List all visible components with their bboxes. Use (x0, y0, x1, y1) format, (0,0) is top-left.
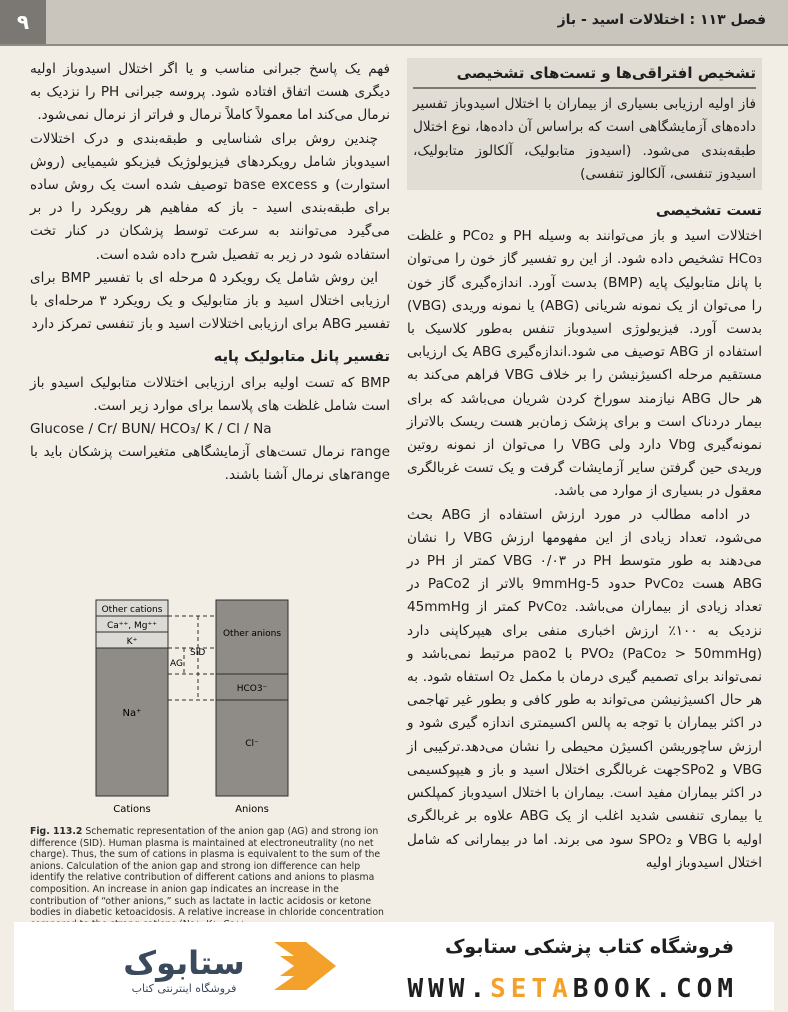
chapter-title: فصل ۱۱۳ : اختلالات اسید - باز (557, 12, 766, 28)
url-prefix: WWW. (407, 974, 491, 1004)
diagnostic-test-heading: تست تشخیصی (655, 203, 762, 220)
ca-mg-label: Ca⁺⁺, Mg⁺⁺ (106, 621, 158, 631)
bmp-heading: تفسیر پانل متابولیک پایه (213, 349, 390, 366)
sid-label: SID (190, 648, 206, 658)
right-column (407, 58, 762, 875)
normal-range-paragraph: range نرمال تست‌های آزمایشگاهی متغیراست پزشکان باید با rangeهای نرمال آشنا باشند. (30, 444, 390, 484)
store-banner[interactable] (14, 922, 774, 1010)
anions-axis-label: Anions (235, 804, 269, 815)
cl-label: Cl⁻ (245, 739, 259, 749)
approaches-paragraph: چندین روش برای شناسایی و طبقه‌بندی و درک اختلالات اسیدوباز شامل رویکردهای فیزیولوژیک فیزیکو شیمیایی (روش استوارت) و base excess توصیف شده است یک روش ساده برای طبقه‌بندی اسید - باز که مفاهیم هر رویکرد را در بر می‌گیرد می‌توانند به سرعت توسط پزشکان در کنار تخت استفاده شود در زیر به تفصیل شرح داده شده است. (30, 130, 390, 263)
figure-caption-text: Schematic representation of the anion gap (AG) and strong ion difference (SID). Human plasma is maintained at electroneutrality (no net charge). Thus, the sum of cations in plasma is equivalent to the sum of the anions. Calculation of the anion gap and strong ion difference can help identify the relative contribution of different cations and anions to plasma composition. An increase in anion gap indicates an increase in the contribution of “other anions,” such as lactate in lactic acidosis or ketone bodies in diabetic ketoacidosis. A relative increase in chloride concentration (30, 826, 384, 919)
url-brand-seta: SETA (490, 974, 573, 1004)
figure-caption-label: Fig. 113.2 (30, 826, 83, 837)
left-column (30, 58, 390, 488)
na-label: Na⁺ (122, 708, 142, 719)
diagnostic-paragraph-1: اختلالات اسید و باز می‌توانند به وسیله PH و PCo₂ و غلظت HCo₃ تشخیص داده شود. از این رو تفسیر گاز خون را می‌توان با پانل متابولیک پایه (BMP) بدست آورد. اندازه‌گیری گاز خون را می‌توان از یک نمونه شریانی (ABG) یا نمونه وریدی (VBG) بدست آورد. فیزیولوژی اسیدوباز تنفس به‌طور کلاسیک با استفاده از ABG توصیف می شود.اندازه‌گیری ABG یک ارزیابی مستقیم مرحله اکسیژنیشن را بر خلاف VBG فراهم می‌کند به هر حال ABG نیازمند سوراخ کردن شریان می‌باشد که برای بیمار دردناک است و برای پزشک زمان‌بر هست ریسک بالاتراز نمونه‌گیری Vbg دارد ولی VBG را می‌توان از نمونه روتین وریدی حین گرفتن سایر آزمایشات گرفت و یک تست غربالگری معقول در بسیاری از موارد می باشد. (407, 228, 763, 500)
section-title: تشخیص افتراقی‌ها و تست‌های تشخیصی (413, 62, 756, 89)
setabook-logo (44, 936, 344, 998)
other-cations-label: Other cations (101, 605, 163, 615)
ag-label: AG (170, 659, 183, 669)
method-paragraph: این روش شامل یک رویکرد ۵ مرحله ای با تفسیر BMP برای ارزیابی اختلال اسید و باز متابولیک و یک رویکرد ۳ مرحله‌ای با تفسیر ABG برای ارزیابی اختلالات اسید و باز تنفسی تمرکز دارد (30, 269, 390, 333)
url-brand-book: BOOK (572, 974, 656, 1004)
store-name: فروشگاه کتاب پزشکی ستابوک (444, 936, 734, 958)
figure-caption (30, 826, 390, 930)
bmp-formula: Glucose / Cr/ BUN/ HCO₃/ K / Cl / Na (30, 421, 272, 438)
anion-gap-figure (86, 598, 316, 818)
page-number: ۹ (0, 0, 46, 44)
logo-subtext: فروشگاه اینترنتی کتاب (131, 982, 237, 995)
compensation-paragraph: فهم یک پاسخ جبرانی مناسب و یا اگر اختلال اسیدوباز اولیه دیگری هست اتفاق افتاده شود. پروسه جبرانی PH را نزدیک به نرمال می‌کند اما معمولاً کاملاً نرمال و فراتر از نرمال نمی‌شود. (30, 61, 391, 124)
diagnostic-paragraph-2: در ادامه مطالب در مورد ارزش استفاده از ABG بحث می‌شود، تعداد زیادی از این مفهومها ارزش VBG را نشان می‌دهند به طور متوسط PH در VBG ۰/۰۳ کمتر از PH در ABG هست PvCo₂ حدود 5-9mmHg بالاتر از PaCo2 در تعداد زیادی از بیماران می‌باشد. PvCo₂ کمتر از 45mmHg نزدیک به ۱۰۰٪ ارزش اخباری منفی برای هیپرکاپنی دارد (PaCo₂ > 50mmHg) PVO₂ با pao2 مرتبط نمی‌باشد و نمی‌تواند برای تصمیم گیری درمان با مکمل O₂ استفاه شود. به هر حال اکسیژنیشن می‌تواند به طور کافی و بطور غیر تهاجمی در اکثر بیماران با توجه به پالس اکسیمتری اندازه گیری شود و ارزش ساچوریشن اکسیژن محیطی را نشان می‌دهد.ترکیبی از VBG و SPo2جهت غربالگری اختلال اسید و باز و هیپوکسیمی در اکثر بیماران مفید است. بیماران با اختلال اسیدوباز کمپلکس یا بیماری تنفسی شدید اغلب از یک ABG علاوه بر غربالگری اولیه با VBG و SPO₂ سود می برند. اما در بیمارانی که شامل اختلال اسیدوباز اولیه (407, 506, 763, 871)
logo-wordmark: ستابوک (123, 944, 245, 982)
differential-diagnosis-box (407, 58, 762, 190)
cations-axis-label: Cations (113, 804, 151, 815)
hco3-label: HCO3⁻ (236, 684, 268, 694)
intro-paragraph: فاز اولیه ارزیابی بسیاری از بیماران با اختلال اسیدوباز تفسیر داده‌های آزمایشگاهی است که براساس آن داده‌ها، نوع اختلال طبقه‌بندی می‌شود. (اسیدوز متابولیک، آلکالوز متابولیک، اسیدوز تنفسی، آلکالوز تنفسی) (413, 96, 756, 182)
bmp-paragraph: BMP که تست اولیه برای ارزیابی اختلالات متابولیک اسیدو باز است شامل غلظت های پلاسما برای موارد زیر است. (30, 374, 390, 414)
other-anions-label: Other anions (222, 629, 282, 639)
url-suffix: .COM (655, 974, 738, 1004)
k-label: K⁺ (126, 637, 138, 647)
logo-chevron-mark (274, 942, 336, 990)
page-header (0, 0, 788, 46)
store-url[interactable] (408, 974, 739, 1004)
setabook-logo-icon (44, 936, 344, 998)
